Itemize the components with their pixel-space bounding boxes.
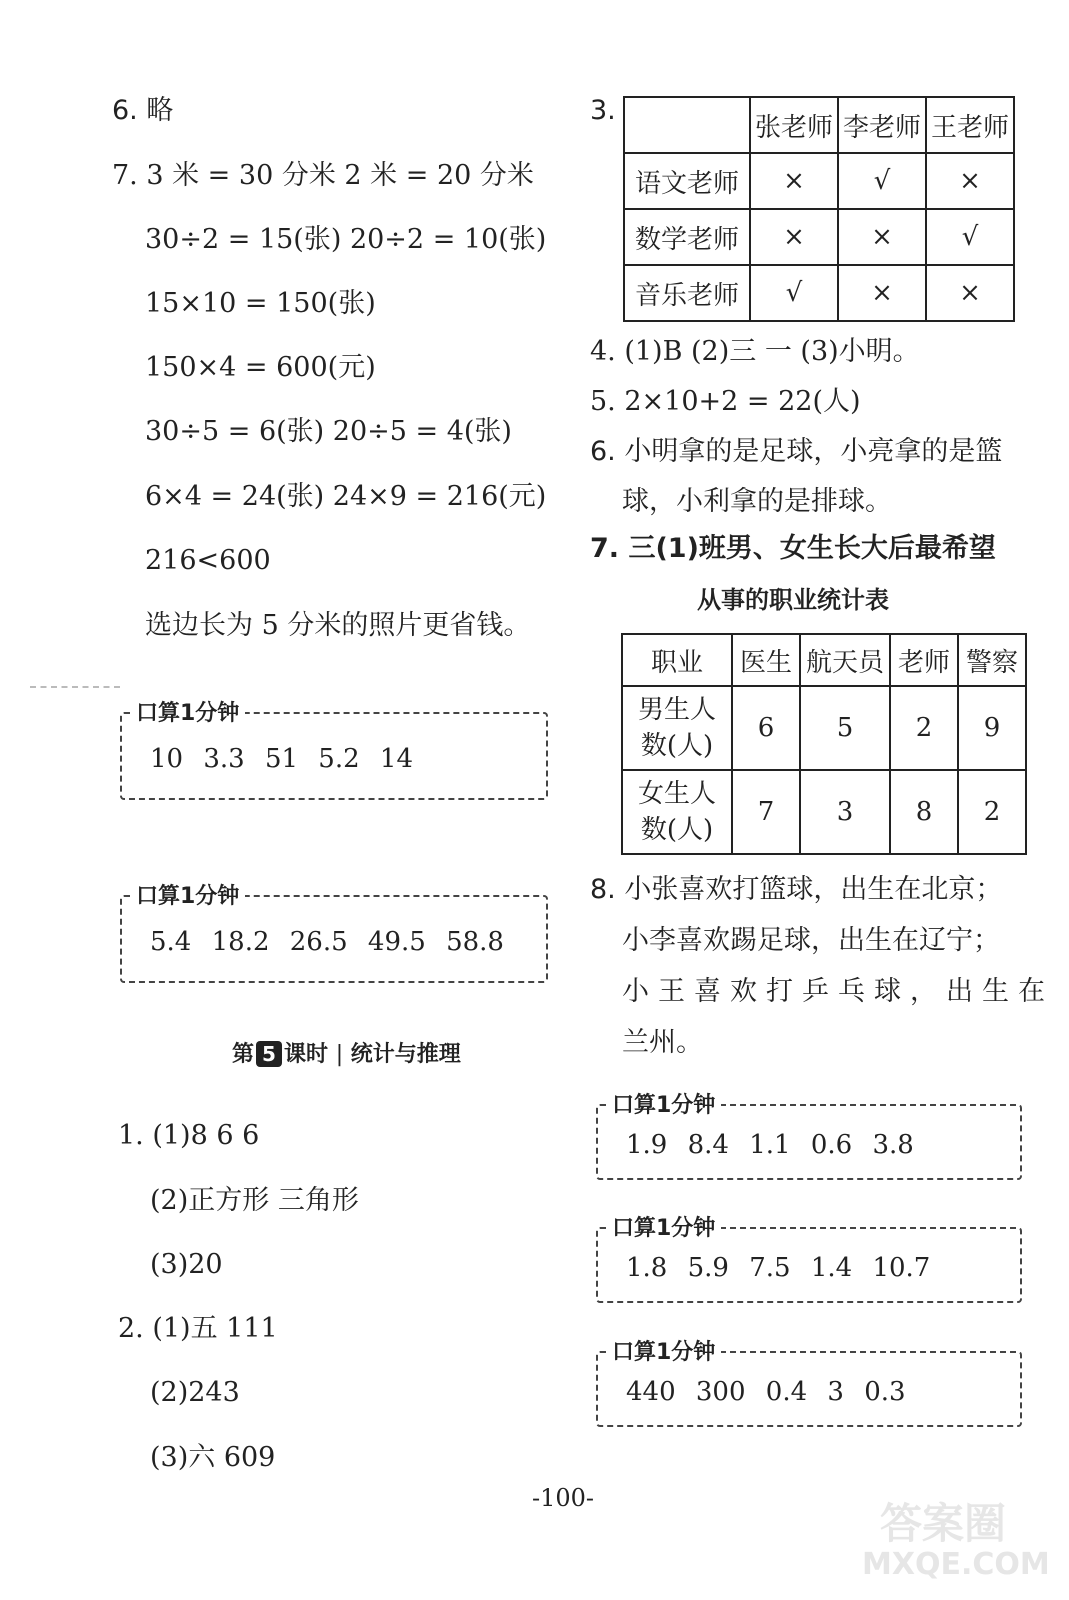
s2-part1: 2. (1)五 111 <box>118 1313 278 1344</box>
table-cell: × <box>926 265 1014 321</box>
answer-3-number: 3. <box>590 95 616 126</box>
oral-calc-box-1 <box>120 701 548 800</box>
lesson-suffix: 课时 <box>284 1042 329 1067</box>
table-header-cell: 职业 <box>622 634 732 686</box>
answer-7-conclusion: 选边长为 5 分米的照片更省钱。 <box>145 610 531 641</box>
table-header-cell: 老师 <box>890 634 958 686</box>
s1-part3: (3)20 <box>150 1249 223 1280</box>
table-cell: 5 <box>800 686 890 770</box>
table-row <box>624 153 1014 209</box>
divider <box>30 686 120 688</box>
table-row <box>622 770 1026 854</box>
table-row <box>622 686 1026 770</box>
table-header-cell: 警察 <box>958 634 1026 686</box>
oral-calc-box-2 <box>120 884 548 983</box>
table-row-label: 语文老师 <box>624 153 750 209</box>
table-header-cell: 王老师 <box>926 97 1014 153</box>
page-number: -100- <box>532 1484 595 1512</box>
row-label-line: 数(人) <box>640 731 714 761</box>
oral-calc-label: 口算1分钟 <box>606 1088 721 1119</box>
table-cell: × <box>926 153 1014 209</box>
table-title-line2: 从事的职业统计表 <box>697 586 889 614</box>
table-row-label: 数学老师 <box>624 209 750 265</box>
table-row-label: 音乐老师 <box>624 265 750 321</box>
table-cell: 6 <box>732 686 800 770</box>
table-header-cell: 李老师 <box>838 97 926 153</box>
oral-calc-values: 1.8 5.9 7.5 1.4 10.7 <box>626 1253 931 1283</box>
table-cell: √ <box>750 265 838 321</box>
s2-part3: (3)六 609 <box>150 1442 276 1473</box>
table-cell: × <box>750 153 838 209</box>
oral-calc-values: 10 3.3 51 5.2 14 <box>150 744 414 774</box>
lesson-heading <box>232 1040 461 1070</box>
s2-part2: (2)243 <box>150 1377 240 1408</box>
oral-calc-label: 口算1分钟 <box>606 1335 721 1366</box>
table-cell: × <box>750 209 838 265</box>
row-label-line: 女生人 <box>637 779 716 809</box>
table-cell: 2 <box>890 686 958 770</box>
s1-part1: 1. (1)8 6 6 <box>118 1120 260 1151</box>
table-row <box>624 265 1014 321</box>
answer-7-line4: 150×4 = 600(元) <box>145 352 376 383</box>
answer-8-line4: 兰州。 <box>622 1027 703 1058</box>
oral-calc-values: 5.4 18.2 26.5 49.5 58.8 <box>150 927 504 957</box>
table-cell: 7 <box>732 770 800 854</box>
lesson-number-badge: 5 <box>256 1041 282 1067</box>
career-table <box>621 633 1027 855</box>
lesson-bar: | <box>335 1042 344 1067</box>
table-cell: √ <box>838 153 926 209</box>
watermark-url: MXQE.COM <box>862 1547 1050 1582</box>
row-label-line: 数(人) <box>640 815 714 845</box>
table-header-cell: 张老师 <box>750 97 838 153</box>
oral-calc-label: 口算1分钟 <box>130 879 245 910</box>
table-row <box>624 209 1014 265</box>
table-title-line1: 7. 三(1)班男、女生长大后最希望 <box>590 533 996 564</box>
answer-7-line3: 15×10 = 150(张) <box>145 288 376 319</box>
table-cell: × <box>838 209 926 265</box>
table-cell <box>624 97 750 153</box>
table-row-label <box>622 686 732 770</box>
table-cell: 8 <box>890 770 958 854</box>
answer-7-line7: 216<600 <box>145 545 271 576</box>
answer-7-line1: 7. 3 米 = 30 分米 2 米 = 20 分米 <box>112 160 534 191</box>
table-header-row <box>624 97 1014 153</box>
table-cell: 9 <box>958 686 1026 770</box>
lesson-prefix: 第 <box>232 1042 255 1067</box>
answer-7-line6: 6×4 = 24(张) 24×9 = 216(元) <box>145 481 547 512</box>
watermark-text: 答案圈 <box>880 1499 1007 1548</box>
oral-calc-label: 口算1分钟 <box>606 1211 721 1242</box>
table-cell: 2 <box>958 770 1026 854</box>
oral-calc-box-4 <box>596 1216 1022 1303</box>
lesson-title: 统计与推理 <box>350 1042 461 1067</box>
table-header-row <box>622 634 1026 686</box>
row-label-line: 男生人 <box>637 695 716 725</box>
answer-6-line1: 6. 小明拿的是足球，小亮拿的是篮 <box>590 436 1003 467</box>
oral-calc-box-3 <box>596 1093 1022 1180</box>
s1-part2: (2)正方形 三角形 <box>150 1185 359 1216</box>
oral-calc-values: 1.9 8.4 1.1 0.6 3.8 <box>626 1130 914 1160</box>
answer-5: 5. 2×10+2 = 22(人) <box>590 386 861 417</box>
answer-8-line2: 小李喜欢踢足球，出生在辽宁； <box>622 925 1000 956</box>
table-cell: × <box>838 265 926 321</box>
answer-6-left: 6. 略 <box>112 95 174 126</box>
table-cell: √ <box>926 209 1014 265</box>
table-row-label <box>622 770 732 854</box>
table-header-cell: 医生 <box>732 634 800 686</box>
answer-4: 4. (1)B (2)三 一 (3)小明。 <box>590 336 920 367</box>
table-header-cell: 航天员 <box>800 634 890 686</box>
answer-7-line2: 30÷2 = 15(张) 20÷2 = 10(张) <box>145 224 547 255</box>
teacher-table <box>623 96 1015 322</box>
answer-8-line3: 小王喜欢打乒乓球，出生在 <box>622 976 1054 1007</box>
oral-calc-label: 口算1分钟 <box>130 696 245 727</box>
oral-calc-box-5 <box>596 1340 1022 1427</box>
oral-calc-values: 440 300 0.4 3 0.3 <box>626 1377 906 1407</box>
answer-7-line5: 30÷5 = 6(张) 20÷5 = 4(张) <box>145 416 512 447</box>
answer-8-line1: 8. 小张喜欢打篮球，出生在北京； <box>590 874 1003 905</box>
table-cell: 3 <box>800 770 890 854</box>
answer-6-line2: 球，小利拿的是排球。 <box>622 486 892 517</box>
